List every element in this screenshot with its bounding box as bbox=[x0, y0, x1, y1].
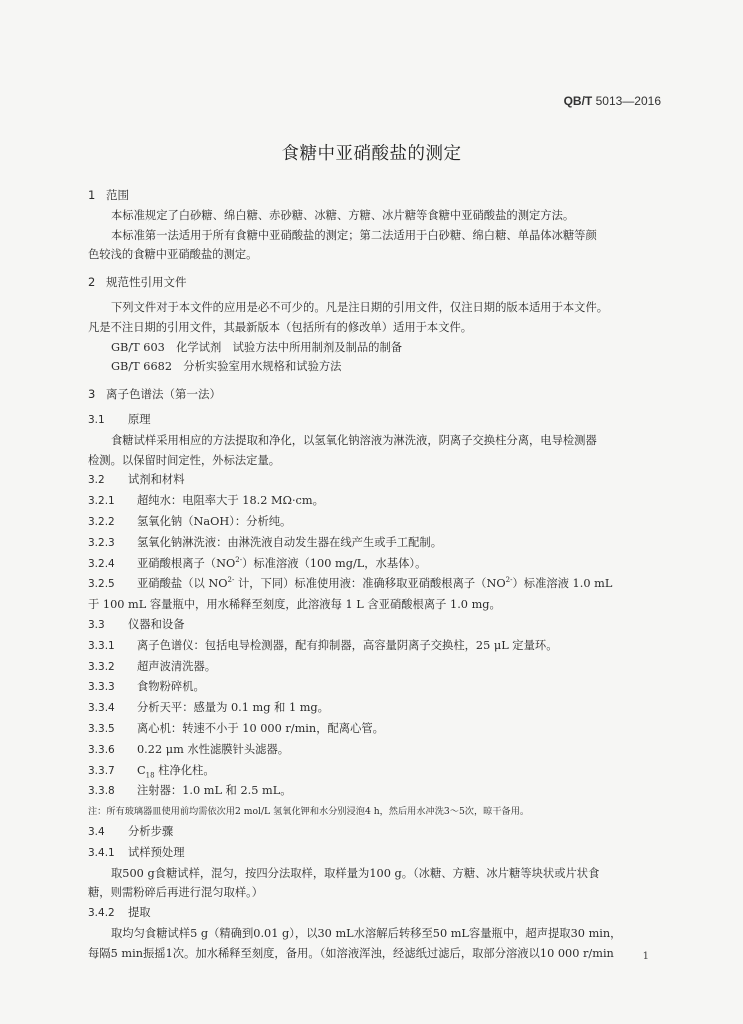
subsection-title: 试样预处理 bbox=[128, 845, 185, 859]
paragraph-continuation: 色较浅的食糖中亚硝酸盐的测定。 bbox=[88, 248, 258, 262]
subsection-3-1-heading bbox=[88, 410, 668, 431]
item-text: 注射器：1.0 mL 和 2.5 mL。 bbox=[137, 784, 292, 798]
item-number: 3.3.2 bbox=[88, 660, 115, 673]
subsection-number: 3.2 bbox=[88, 474, 105, 487]
subsection-number: 3.4 bbox=[88, 825, 105, 838]
note bbox=[88, 802, 668, 822]
standard-code-prefix: QB/T bbox=[563, 94, 593, 108]
section-number: 2 bbox=[88, 275, 96, 290]
item-text: 柱净化柱。 bbox=[154, 763, 215, 777]
note-text: 所有玻璃器皿使用前均需依次用2 mol/L 氢氧化钾和水分别浸泡4 h，然后用水冲洗3～5次，晾干备用。 bbox=[106, 806, 530, 818]
list-item bbox=[88, 533, 668, 554]
item-number: 3.3.1 bbox=[88, 639, 115, 652]
item-text: 离心机：转速不小于 10 000 r/min，配离心管。 bbox=[137, 721, 384, 735]
section-number: 1 bbox=[88, 188, 96, 202]
section-title: 范围 bbox=[106, 188, 129, 202]
item-number: 3.3.5 bbox=[88, 722, 115, 735]
list-item bbox=[88, 554, 668, 575]
list-item bbox=[88, 491, 668, 512]
item-number: 3.2.1 bbox=[88, 495, 115, 508]
paragraph: 取500 g食糖试样，混匀，按四分法取样，取样量为100 g。（冰糖、方糖、冰片糖等块状或片状食 bbox=[111, 866, 600, 880]
list-item bbox=[88, 657, 668, 678]
list-item bbox=[88, 677, 668, 698]
subsection-number: 3.4.1 bbox=[88, 846, 115, 859]
page-number: 1 bbox=[642, 951, 649, 962]
reference-item: GB/T 603 化学试剂 试验方法中所用制剂及制品的制备 bbox=[111, 340, 403, 354]
item-number: 3.3.3 bbox=[88, 681, 115, 694]
item-text: 分析天平：感量为 0.1 mg 和 1 mg。 bbox=[137, 701, 329, 715]
subsection-3-4-2-heading bbox=[88, 903, 668, 924]
subsection-number: 3.3 bbox=[88, 618, 105, 631]
subsection-title: 原理 bbox=[128, 412, 151, 426]
list-item bbox=[88, 636, 668, 657]
superscript: 2- bbox=[505, 576, 513, 585]
paragraph-continuation: 糖，则需粉碎后再进行混匀取样。） bbox=[88, 886, 264, 900]
superscript: 2- bbox=[227, 576, 235, 585]
paragraph: 本标准规定了白砂糖、绵白糖、赤砂糖、冰糖、方糖、冰片糖等食糖中亚硝酸盐的测定方法。 bbox=[111, 208, 575, 222]
reference-item: GB/T 6682 分析实验室用水规格和试验方法 bbox=[111, 360, 342, 374]
item-text: 离子色谱仪：包括电导检测器，配有抑制器，高容量阴离子交换柱，25 μL 定量环。 bbox=[137, 638, 558, 652]
subsection-number: 3.4.2 bbox=[88, 907, 115, 920]
item-number: 3.3.7 bbox=[88, 764, 115, 777]
subsection-3-4-1-heading bbox=[88, 843, 668, 864]
section-1-heading bbox=[88, 186, 668, 206]
list-item bbox=[88, 719, 668, 740]
list-item bbox=[88, 574, 668, 595]
item-text: C bbox=[137, 763, 146, 777]
list-item bbox=[88, 740, 668, 761]
paragraph-continuation: 于 100 mL 容量瓶中，用水稀释至刻度，此溶液每 1 L 含亚硝酸根离子 1.0 mg。 bbox=[88, 598, 501, 612]
section-number: 3 bbox=[88, 387, 96, 402]
paragraph: 取均匀食糖试样5 g（精确到0.01 g），以30 mL水溶解后转移至50 mL容量瓶中，超声提取30 min， bbox=[111, 926, 622, 940]
item-text: 氢氧化钠（NaOH）：分析纯。 bbox=[137, 514, 292, 528]
subsection-title: 提取 bbox=[128, 906, 151, 920]
item-number: 3.2.5 bbox=[88, 578, 115, 591]
document-body bbox=[88, 186, 668, 963]
document-title: 食糖中亚硝酸盐的测定 bbox=[281, 144, 462, 164]
item-number: 3.3.6 bbox=[88, 743, 115, 756]
subsection-title: 仪器和设备 bbox=[128, 617, 185, 631]
list-item bbox=[88, 781, 668, 802]
paragraph-continuation: 每隔5 min振摇1次。加水稀释至刻度，备用。（如溶液浑浊，经滤纸过滤后，取部分溶液以10 000 r/min bbox=[88, 946, 614, 960]
item-number: 3.2.4 bbox=[88, 557, 115, 570]
item-text: 计，下同）标准使用液：准确移取亚硝酸根离子（NO bbox=[234, 577, 506, 591]
standard-code-number: 5013—2016 bbox=[592, 94, 661, 108]
section-title: 离子色谱法（第一法） bbox=[106, 387, 221, 402]
item-text: 超声波清洗器。 bbox=[137, 659, 217, 673]
paragraph: 食糖试样采用相应的方法提取和净化，以氢氧化钠溶液为淋洗液，阴离子交换柱分离，电导检测器 bbox=[111, 433, 597, 447]
item-number: 3.2.2 bbox=[88, 515, 115, 528]
item-text: 亚硝酸盐（以 NO bbox=[137, 577, 228, 591]
item-text: 0.22 μm 水性滤膜针头滤器。 bbox=[137, 742, 290, 756]
item-number: 3.3.4 bbox=[88, 702, 115, 715]
list-item bbox=[88, 698, 668, 719]
paragraph-continuation: 凡是不注日期的引用文件，其最新版本（包括所有的修改单）适用于本文件。 bbox=[88, 320, 473, 334]
item-text: 亚硝酸根离子（NO bbox=[137, 556, 236, 570]
subscript: 18 bbox=[145, 770, 155, 779]
item-number: 3.3.8 bbox=[88, 785, 115, 798]
paragraph-continuation: 检测。以保留时间定性，外标法定量。 bbox=[88, 453, 281, 467]
note-label: 注： bbox=[88, 806, 107, 818]
item-text: 氢氧化钠淋洗液：由淋洗液自动发生器在线产生或手工配制。 bbox=[137, 535, 443, 549]
item-text: ）标准溶液（100 mg/L，水基体）。 bbox=[242, 556, 427, 570]
list-item bbox=[88, 512, 668, 533]
item-text: 食物粉碎机。 bbox=[137, 680, 205, 694]
item-number: 3.2.3 bbox=[88, 536, 115, 549]
subsection-number: 3.1 bbox=[88, 413, 105, 426]
subsection-3-2-heading bbox=[88, 470, 668, 491]
superscript: 2- bbox=[235, 555, 243, 564]
section-3-heading bbox=[88, 385, 668, 405]
section-title: 规范性引用文件 bbox=[106, 275, 187, 290]
standard-code bbox=[564, 94, 661, 108]
paragraph: 下列文件对于本文件的应用是必不可少的。凡是注日期的引用文件，仅注日期的版本适用于本文件。 bbox=[111, 300, 609, 314]
item-text: 超纯水：电阻率大于 18.2 MΩ·cm。 bbox=[137, 494, 324, 508]
subsection-3-4-heading bbox=[88, 822, 668, 843]
subsection-title: 试剂和材料 bbox=[128, 473, 185, 487]
paragraph: 本标准第一法适用于所有食糖中亚硝酸盐的测定；第二法适用于白砂糖、绵白糖、单晶体冰糖等颜 bbox=[111, 228, 597, 242]
section-2-heading bbox=[88, 273, 668, 293]
item-text: ）标准溶液 1.0 mL bbox=[512, 577, 613, 591]
list-item bbox=[88, 761, 668, 782]
subsection-3-3-heading bbox=[88, 615, 668, 636]
subsection-title: 分析步骤 bbox=[128, 824, 174, 838]
